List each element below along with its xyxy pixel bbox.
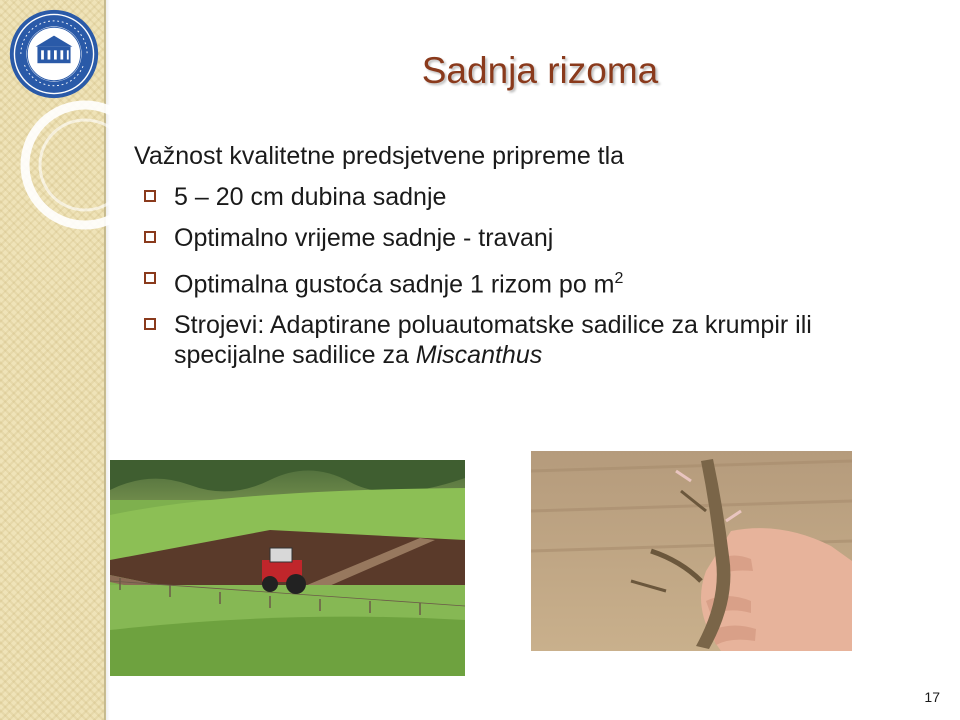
- square-bullet-icon: [144, 272, 156, 284]
- bullet-item: [140, 223, 880, 253]
- bullet-text: Optimalno vrijeme sadnje - travanj: [174, 224, 554, 252]
- field-with-tractor-photo: [110, 460, 465, 676]
- bullet-text: Optimalna gustoća sadnje 1 rizom po m: [174, 270, 615, 299]
- bullet-italic-text: Miscanthus: [415, 341, 543, 370]
- slide-title: Sadnja rizoma: [421, 50, 659, 91]
- bullet-text: 5 – 20 cm dubina sadnje: [174, 183, 447, 211]
- bullet-text: Strojevi: Adaptirane poluautomatske sadilice za krumpir ili specijalne sadilice za: [174, 311, 812, 370]
- bullet-list: [140, 182, 880, 381]
- university-seal-logo: [8, 8, 100, 100]
- superscript-2: 2: [614, 270, 624, 287]
- hand-with-rhizome-photo: [531, 451, 852, 651]
- square-bullet-icon: [144, 318, 156, 330]
- bullet-item: [140, 264, 880, 299]
- page-number: 17: [924, 689, 940, 705]
- square-bullet-icon: [144, 231, 156, 243]
- bullet-item: [140, 310, 880, 370]
- square-bullet-icon: [144, 190, 156, 202]
- slide-subtitle: Važnost kvalitetne predsjetvene pripreme tla: [134, 142, 625, 170]
- bullet-item: [140, 182, 880, 212]
